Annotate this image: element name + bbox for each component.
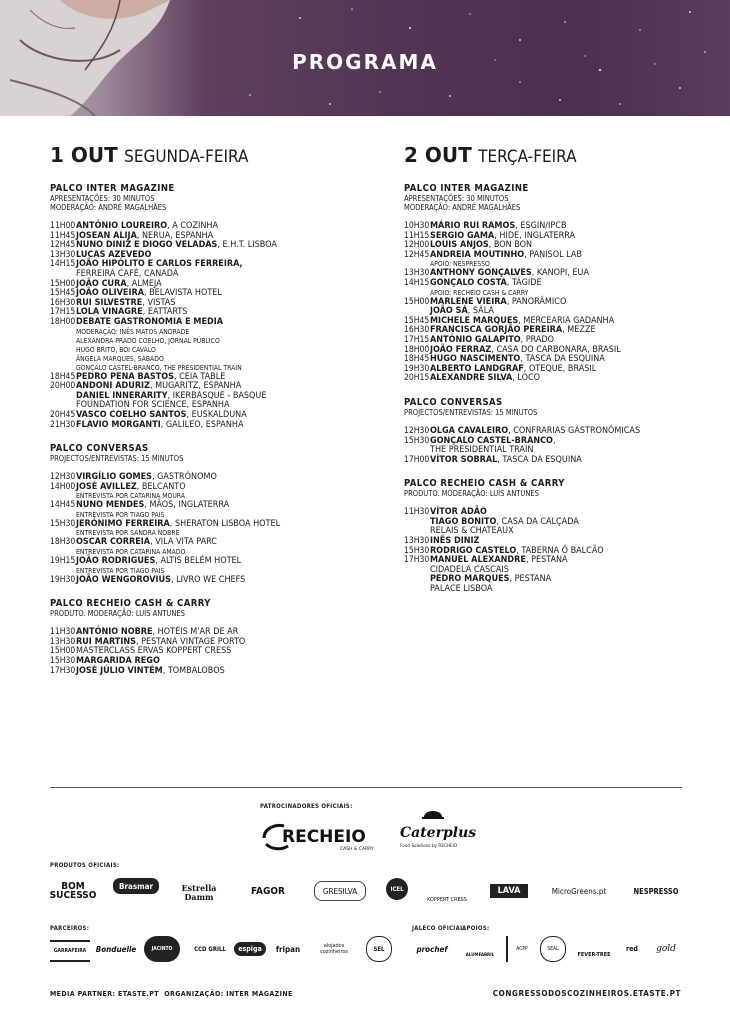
entry-time: 18H00	[50, 316, 76, 327]
entry-note: HUGO BRITO, BOI CAVALO	[76, 345, 156, 354]
speaker-name: LOUIS ANJOS	[430, 240, 489, 251]
speaker-affiliation: , EUSKALDUNA	[186, 409, 247, 420]
entry-time: 15H00	[404, 296, 430, 307]
speaker-affiliation: , VISTAS	[142, 297, 176, 308]
speaker-affiliation: , SÁLA	[467, 306, 494, 317]
stage-subtitle: PROJECTOS/ENTREVISTAS: 15 MINUTOS	[404, 407, 538, 417]
entry-time: 18H45	[404, 354, 430, 365]
stage-name: PALCO INTER MAGAZINE	[50, 183, 175, 194]
speaker-name: MARLENE VIEIRA	[430, 296, 507, 307]
speaker-affiliation: CIDADELA CASCAIS	[430, 564, 509, 575]
schedule-entry	[50, 382, 360, 411]
product-logo-brasmar: Brasmar	[113, 878, 159, 894]
speaker-affiliation: , CASA DO CARBONARA, BRASIL	[491, 344, 621, 355]
stage-block	[404, 183, 714, 384]
product-logo-microgreens: MicroGreens.pt	[551, 886, 607, 896]
speaker-name: ALBERTO LANDGRAF	[430, 363, 524, 374]
speaker-name: PEDRO PENA BASTOS	[76, 371, 174, 382]
speaker-name: ANTÓNIO GALAPITO	[430, 334, 521, 345]
caterplus-logo	[398, 803, 478, 857]
entry-body	[76, 421, 360, 431]
speaker-name: ALEXANDRE SILVA	[430, 373, 513, 384]
page-title: PROGRAMA	[292, 50, 438, 74]
partner-logo-garrafeira: GARRAFEIRA	[50, 940, 90, 962]
speaker-name: MARGARIDA REGO	[76, 656, 160, 667]
schedule-entry	[50, 421, 360, 431]
speaker-affiliation: , CASA DA CALÇADA	[496, 516, 579, 527]
schedule-list	[404, 427, 714, 465]
stage-subtitle: APRESENTAÇÕES: 30 MINUTOS	[404, 194, 509, 203]
speaker-name: ANDONI ADURIZ	[76, 381, 150, 392]
entry-line	[76, 557, 360, 567]
speaker-affiliation: , NERUA, ESPANHA	[136, 230, 214, 241]
schedule-entry	[404, 298, 714, 317]
entry-time: 10H30	[404, 221, 430, 231]
website-link[interactable]: CONGRESSODOSCOZINHEIROS.ETASTE.PT	[492, 989, 681, 998]
product-logo-gresilva: GRESILVA	[314, 881, 366, 901]
entry-body	[76, 260, 360, 279]
speaker-affiliation: , TÁGIDE	[506, 277, 542, 288]
speaker-name: MANUEL ALEXANDRE	[430, 555, 526, 566]
entry-time: 12H45	[404, 249, 430, 260]
entry-time: 18H30	[50, 537, 76, 548]
section-divider	[50, 787, 682, 788]
product-logo-lava: LAVA	[490, 884, 528, 898]
speaker-name: DANIEL INNERARITY	[76, 390, 168, 401]
entry-time: 16H30	[404, 325, 430, 336]
entry-time: 13H30	[50, 636, 76, 647]
speaker-name: VÍTOR SOBRAL	[430, 454, 498, 465]
speaker-affiliation: , TASCA DA ESQUINA	[520, 354, 605, 365]
stage-name: PALCO CONVERSAS	[404, 396, 503, 408]
speaker-name: JERÓNIMO FERREIRA	[76, 518, 170, 529]
speaker-name: JOÃO FERRAZ	[430, 344, 492, 355]
entry-body	[76, 483, 360, 502]
schedule-entry	[50, 483, 360, 502]
entry-body	[76, 557, 360, 576]
entry-body	[430, 251, 714, 270]
entry-time: 12H00	[404, 240, 430, 251]
speaker-affiliation: THE PRESIDENTIAL TRAIN	[430, 445, 534, 456]
official-sponsors-label: PATROCINADORES OFICIAIS:	[260, 803, 353, 810]
speaker-name: FRANCISCA GORJÃO PEREIRA	[430, 325, 563, 336]
entry-line	[430, 251, 714, 261]
schedule-entry	[404, 279, 714, 298]
entry-note: ENTREVISTA POR CATARINA AMADO	[76, 548, 186, 557]
apoios-label: APOIOS:	[462, 925, 490, 932]
product-logo-estrella-damm: Estrella Damm	[181, 883, 217, 902]
entry-body	[76, 501, 360, 520]
caterplus-sub: Food Solutions by RECHEIO	[400, 843, 458, 848]
entry-time: 20H00	[50, 381, 76, 392]
speaker-name: JOÃO HIPÓLITO E CARLOS FERREIRA,	[76, 259, 243, 270]
recheio-logo	[262, 822, 386, 856]
speaker-name: VÍTOR ADÃO	[430, 507, 487, 518]
entry-body	[430, 556, 714, 594]
stage-block	[50, 183, 360, 430]
schedule-list	[50, 628, 360, 676]
stage-subtitle: PROJECTOS/ENTREVISTAS: 15 MINUTOS	[50, 454, 184, 464]
apoio-logo-fever-tree: FEVER-TREE	[577, 952, 611, 958]
schedule-entry	[50, 520, 360, 539]
entry-line	[76, 318, 360, 328]
media-partner-text: MEDIA PARTNER: ETASTE.PT	[50, 990, 159, 998]
entry-line	[76, 667, 360, 677]
speaker-name: SERGIO GAMA	[430, 230, 495, 241]
stage-block	[50, 443, 360, 585]
speaker-affiliation: , IKERBASQUE - BASQUE	[167, 390, 267, 401]
speaker-affiliation: , SHERATON LISBOA HOTEL	[169, 518, 281, 529]
entry-time: 15H45	[404, 315, 430, 326]
speaker-affiliation: , ALTIS BELÉM HOTEL	[155, 556, 242, 567]
speaker-name: ANDREIA MOUTINHO	[430, 249, 525, 260]
entry-time: 17H15	[404, 334, 430, 345]
entry-time: 12H45	[50, 240, 76, 251]
entry-note: ENTREVISTA POR SANDRA NOBRE	[76, 529, 180, 538]
entry-body	[430, 374, 714, 384]
partner-logo-ccd-grill: CCD GRILL	[194, 945, 226, 953]
speaker-name: RUI SILVESTRE	[76, 297, 143, 308]
speaker-name: FLAVIO MORGANTI	[76, 419, 161, 430]
stage-name: PALCO INTER MAGAZINE	[404, 183, 529, 194]
speaker-affiliation: , ALMEJA	[126, 278, 162, 289]
speaker-name: JOSEAN ALIJA	[76, 230, 137, 241]
header-banner	[0, 0, 730, 116]
entry-time: 17H30	[50, 665, 76, 676]
speaker-affiliation: , PANORÂMICO	[506, 296, 567, 307]
speaker-affiliation: , E.H.T. LISBOA	[217, 240, 277, 251]
schedule-entry	[404, 251, 714, 270]
schedule-entry	[404, 456, 714, 466]
entry-body	[430, 298, 714, 317]
entry-note: MODERAÇÃO: INÊS MATOS ANDRADE	[76, 327, 190, 336]
entry-body	[430, 456, 714, 466]
entry-time: 17H15	[50, 307, 76, 318]
partner-logo-jacinto: JACINTO	[144, 936, 180, 962]
day2-date: 2 OUT	[404, 143, 472, 167]
entry-body	[76, 538, 360, 557]
official-products-label: PRODUTOS OFICIAIS:	[50, 862, 120, 869]
speaker-name: LOLA VINAGRE	[76, 307, 143, 318]
entry-line	[76, 520, 360, 530]
speaker-affiliation: , TOMBALOBOS	[162, 665, 225, 676]
entry-note: APOIO: RECHEIO CASH & CARRY	[430, 288, 529, 297]
day1-column	[50, 143, 360, 689]
speaker-name: MÁRIO RUI RAMOS	[430, 221, 516, 231]
entry-time: 15H30	[50, 518, 76, 529]
speaker-affiliation: , MÃOS, INGLATERRA	[144, 500, 230, 511]
speaker-name: RODRIGO CASTELO	[430, 545, 517, 556]
speaker-affiliation: FOUNDATION FOR SCIENCE, ESPANHA	[76, 400, 230, 411]
speaker-name: OSCAR CORREIA	[76, 537, 151, 548]
day1-stages	[50, 183, 360, 676]
caterplus-text: Caterplus	[400, 825, 477, 841]
footer-credits	[50, 990, 293, 998]
entry-time: 11H15	[404, 230, 430, 241]
speaker-name: JOÃO CURA	[76, 278, 127, 289]
day2-heading	[404, 143, 714, 169]
entry-line	[430, 279, 714, 289]
entry-line	[76, 483, 360, 493]
entry-note: GONÇALO CASTEL-BRANCO, THE PRESIDENTIAL TRAIN	[76, 363, 242, 372]
speaker-affiliation: , MUGARITZ, ESPANHA	[149, 381, 242, 392]
entry-note: ENTREVISTA POR CATARINA MOURA	[76, 492, 185, 501]
product-logo-fagor: FAGOR	[251, 885, 285, 897]
entry-time: 15H00	[50, 646, 76, 657]
entry-note: ENTREVISTA POR TIAGO PAIS	[76, 566, 165, 575]
speaker-name: ANTÓNIO LOUREIRO	[76, 221, 168, 231]
entry-note: ÂNGELA MARQUES, SÁBADO	[76, 354, 164, 363]
speaker-affiliation: RELAIS & CHATEAUX	[430, 526, 514, 537]
jaleco-logo-prochef: prochef	[416, 944, 448, 954]
entry-line	[76, 421, 360, 431]
entry-body	[430, 508, 714, 537]
entry-line	[76, 576, 360, 586]
entry-line	[430, 585, 714, 595]
entry-time: 13H30	[50, 249, 76, 260]
speaker-name: DEBATE GASTRONOMIA E MEDIA	[76, 316, 224, 327]
speaker-affiliation: , MERCEARIA GADANHA	[518, 315, 615, 326]
schedule-entry	[50, 260, 360, 279]
stage-name: PALCO RECHEIO CASH & CARRY	[50, 598, 211, 610]
entry-body	[430, 437, 714, 456]
speaker-name: INÊS DINIZ	[430, 536, 480, 547]
speaker-name: JOSÉ JÚLIO VINTÉM	[76, 665, 163, 676]
entry-time: 17H30	[404, 555, 430, 566]
speaker-affiliation: , PESTANA	[509, 574, 552, 585]
day2-column	[404, 143, 714, 608]
speaker-name: ANTÓNIO NOBRE	[76, 627, 153, 638]
speaker-affiliation: , LOCO	[512, 373, 540, 384]
partner-logo-bonduelle: Bonduelle	[95, 944, 137, 954]
partner-logo-alojados-cozinheiros: alojados cozinheiros	[320, 943, 348, 955]
stage-moderator: MODERAÇÃO: ANDRÉ MAGALHÃES	[404, 203, 521, 212]
speaker-affiliation: FERREIRA CAFÉ, CANADÁ	[76, 268, 179, 279]
entry-line	[76, 538, 360, 548]
product-logo-icel: ICEL	[386, 878, 408, 900]
stage-subtitle: PRODUTO. MODERAÇÃO: LUÍS ANTUNES	[50, 609, 185, 619]
schedule-entry	[50, 501, 360, 520]
entry-line	[76, 501, 360, 511]
speaker-affiliation: , VILA VITA PARC	[150, 537, 217, 548]
speaker-affiliation: MASTERCLASS ERVAS KOPPERT CRESS	[76, 646, 232, 657]
speaker-name: LUCAS AZEVEDO	[76, 249, 152, 260]
entry-body	[76, 318, 360, 373]
entry-time: 21H30	[50, 419, 76, 430]
entry-time: 15H30	[404, 435, 430, 446]
day2-weekday: TERÇA-FEIRA	[478, 147, 577, 167]
partners-label: PARCEIROS:	[50, 925, 90, 932]
speaker-name: NUNO DINIZ E DIOGO VELADAS	[76, 240, 218, 251]
entry-time: 20H45	[50, 409, 76, 420]
speaker-affiliation: , CEIA TABLE	[173, 371, 226, 382]
entry-time: 15H00	[50, 278, 76, 289]
entry-time: 13H30	[404, 536, 430, 547]
schedule-list	[50, 222, 360, 430]
apoio-logo-acpp: ACPP	[506, 936, 536, 962]
speaker-name: MICHELE MARQUES	[430, 315, 519, 326]
speaker-name: JOÃO OLIVEIRA	[76, 288, 144, 299]
speaker-affiliation: , ESGIN/IPCB	[515, 221, 567, 231]
partner-logo-fripan: fripan	[275, 944, 301, 954]
speaker-name: VASCO COELHO SANTOS	[76, 409, 187, 420]
stage-name: PALCO RECHEIO CASH & CARRY	[404, 478, 565, 490]
speaker-affiliation: , PRADO	[520, 334, 555, 345]
speaker-affiliation: , GASTRÓNOMO	[152, 472, 217, 483]
schedule-entry	[50, 538, 360, 557]
schedule-entry	[50, 318, 360, 373]
entry-time: 11H30	[50, 627, 76, 638]
speaker-name: GONÇALO CASTEL-BRANCO	[430, 435, 553, 446]
entry-time: 18H00	[404, 344, 430, 355]
speaker-affiliation: PALACE LISBOA	[430, 584, 493, 595]
entry-time: 19H15	[50, 556, 76, 567]
speaker-affiliation: , MEZZE	[562, 325, 596, 336]
speaker-affiliation: , EATTARTS	[142, 307, 188, 318]
speaker-affiliation: , BELAVISTA HOTEL	[143, 288, 222, 299]
schedule-entry	[404, 374, 714, 384]
speaker-affiliation: , HIDE, INGLATERRA	[494, 230, 576, 241]
entry-time: 19H30	[50, 574, 76, 585]
entry-time: 11H00	[50, 221, 76, 231]
entry-time: 15H30	[404, 545, 430, 556]
stage-block	[404, 478, 714, 594]
entry-time: 11H45	[50, 230, 76, 241]
stage-subtitle: PRODUTO. MODERAÇÃO: LUÍS ANTUNES	[404, 489, 539, 499]
speaker-affiliation: , PESTANA	[525, 555, 568, 566]
organizer-text: ORGANIZAÇÃO: INTER MAGAZINE	[164, 990, 293, 998]
entry-body	[430, 279, 714, 298]
speaker-name: ANTHONY GONÇALVES	[430, 268, 532, 279]
entry-body	[76, 576, 360, 586]
schedule-list	[404, 508, 714, 594]
schedule-entry	[50, 576, 360, 586]
entry-line	[430, 456, 714, 466]
entry-body	[76, 667, 360, 677]
schedule-entry	[50, 667, 360, 677]
entry-time: 12H30	[50, 472, 76, 483]
apoio-logo-gold: gold	[656, 944, 676, 954]
product-logo-nespresso: NESPRESSO	[633, 886, 679, 896]
product-logo-bom-sucesso: BOM SUCESSO	[49, 881, 97, 901]
partner-logo-sel: SEL	[366, 936, 392, 962]
speaker-affiliation: , PANISOL LAB	[524, 249, 582, 260]
apoio-logo-seal: SEAL	[540, 936, 566, 962]
schedule-entry	[404, 508, 714, 537]
product-logo-koppert-cress: KOPPERT CRESS	[427, 897, 467, 903]
entry-time: 14H15	[404, 277, 430, 288]
entry-time: 13H30	[404, 268, 430, 279]
entry-time: 18H45	[50, 371, 76, 382]
speaker-affiliation: , A COZINHA	[167, 221, 219, 231]
speaker-name: NUNO MENDES	[76, 500, 145, 511]
schedule-entry	[50, 557, 360, 576]
speaker-name: PEDRO MARQUES	[430, 574, 510, 585]
speaker-affiliation: , PESTANA VINTAGE PORTO	[135, 636, 246, 647]
entry-body	[76, 520, 360, 539]
recheio-sub: CASH & CARRY	[340, 847, 374, 852]
speaker-name: OLGA CAVALEIRO	[430, 425, 509, 436]
speaker-affiliation: , OTEQUE, BRASIL	[523, 363, 597, 374]
speaker-affiliation: , TABERNA Ó BALCÃO	[516, 545, 604, 556]
stage-subtitle: APRESENTAÇÕES: 30 MINUTOS	[50, 194, 155, 203]
speaker-affiliation: , CONFRARIAS GASTRONÓMICAS	[508, 425, 641, 436]
entry-body	[76, 382, 360, 411]
speaker-affiliation: , GALILEO, ESPANHA	[160, 419, 244, 430]
entry-time: 14H15	[50, 259, 76, 270]
partner-logo-espiga: espiga	[234, 942, 266, 956]
speaker-name: JOÃO WENGOROVIUS	[76, 574, 171, 585]
day1-heading	[50, 143, 360, 169]
day2-stages	[404, 183, 714, 595]
entry-time: 15H45	[50, 288, 76, 299]
speaker-affiliation: , BON BON	[488, 240, 533, 251]
speaker-name: JOSÉ AVILLEZ	[76, 481, 137, 492]
stage-block	[404, 397, 714, 465]
day1-date: 1 OUT	[50, 143, 118, 167]
entry-time: 11H30	[404, 507, 430, 518]
apoio-logo-alumfabril: ALUMFABRIL	[465, 953, 495, 958]
stage-name: PALCO CONVERSAS	[50, 443, 149, 455]
speaker-affiliation: , TASCA DA ESQUINA	[497, 454, 582, 465]
entry-note: ALEXANDRA PRADO COELHO, JORNAL PÚBLICO	[76, 336, 220, 345]
entry-time: 17H00	[404, 454, 430, 465]
entry-note: APOIO: NESPRESSO	[430, 260, 490, 269]
day1-weekday: SEGUNDA-FEIRA	[124, 147, 249, 167]
stage-moderator: MODERAÇÃO: ANDRÉ MAGALHÃES	[50, 203, 167, 212]
speaker-affiliation: ,	[552, 435, 556, 446]
schedule-list	[404, 222, 714, 384]
schedule-list	[50, 473, 360, 585]
speaker-name: TIAGO BONITO	[430, 516, 497, 527]
entry-time: 14H00	[50, 481, 76, 492]
entry-time: 16H30	[50, 297, 76, 308]
speaker-name: VIRGÍLIO GOMES	[76, 472, 152, 483]
entry-time: 14H45	[50, 500, 76, 511]
stage-block	[50, 598, 360, 676]
entry-line	[430, 374, 714, 384]
speaker-name: HUGO NASCIMENTO	[430, 354, 521, 365]
speaker-name: GONÇALO COSTA	[430, 277, 507, 288]
speaker-affiliation: , HOTÉIS M'AR DE AR	[152, 627, 239, 638]
jaleco-label: JALECO OFICIAL:	[412, 925, 467, 932]
speaker-affiliation: , LIVRO WE CHEFS	[170, 574, 246, 585]
speaker-name: RUI MARTINS	[76, 636, 136, 647]
entry-time: 19H30	[404, 363, 430, 374]
apoio-logo-red: red	[626, 945, 638, 953]
speaker-name: JOÃO SÁ	[430, 306, 468, 317]
entry-note: ENTREVISTA POR TIAGO PAIS	[76, 510, 165, 519]
entry-time: 12H30	[404, 425, 430, 436]
speaker-affiliation: , BELCANTO	[136, 481, 186, 492]
schedule-entry	[404, 556, 714, 594]
speaker-name: JOÃO RODRIGUES	[76, 556, 156, 567]
schedule-entry	[404, 437, 714, 456]
entry-time: 20H15	[404, 373, 430, 384]
speaker-affiliation: , KANOPI, EUA	[531, 268, 589, 279]
entry-time: 15H30	[50, 656, 76, 667]
recheio-text: RECHEIO	[282, 827, 366, 847]
